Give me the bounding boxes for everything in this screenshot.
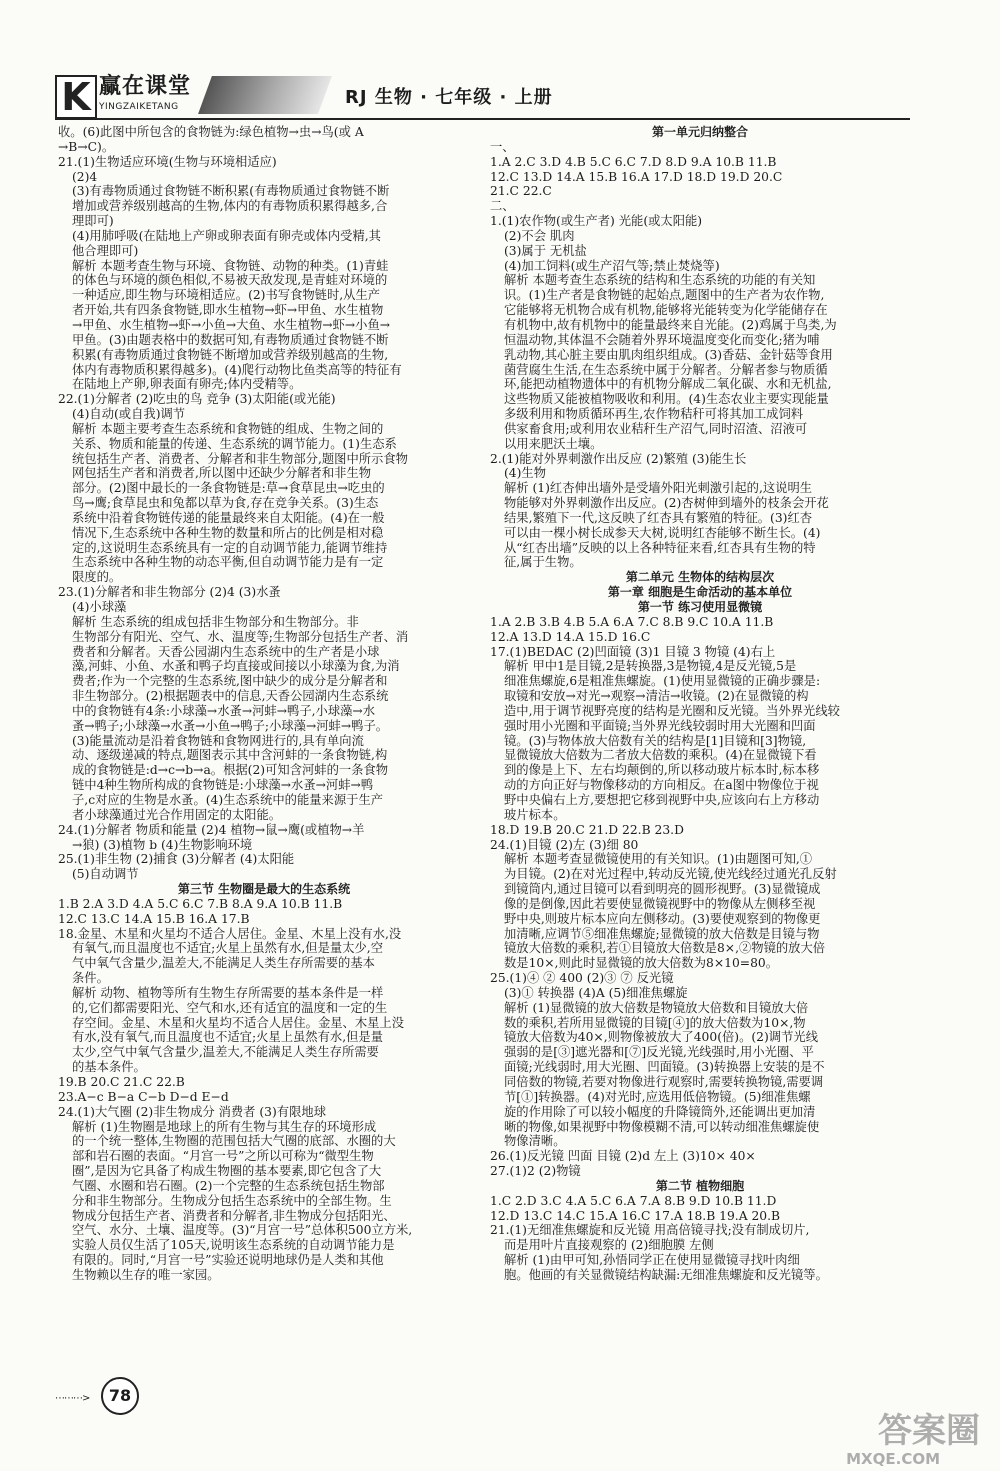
text-line: (5)自动调节 xyxy=(72,867,139,882)
text-line: 25.(1)④ ② 400 (2)③ ⑦ 反光镜 xyxy=(490,971,674,986)
right-column xyxy=(490,125,910,1283)
watermark-url: MXQE.COM xyxy=(846,1450,940,1468)
text-line: 野中央偏右上方,要想把它移到视野中央,应该向右上方移动 xyxy=(504,792,820,807)
text-line: 统包括生产者、消费者、分解者和非生物部分,题图中所示食物 xyxy=(72,451,408,466)
text-line: 一、 xyxy=(490,139,515,154)
text-line: 镜放大倍数的乘积,若①目镜放大倍数是8×,②物镜的放大倍 xyxy=(504,941,826,956)
text-line: 24.(1)大气圈 (2)非生物成分 消费者 (3)有限地球 xyxy=(58,1104,326,1119)
text-line: 17.(1)BEDAC (2)凹面镜 (3)1 目镜 3 物镜 (4)右上 xyxy=(490,644,776,659)
text-line: 环,能把动植物遗体中的有机物分解成二氧化碳、水和无机盐, xyxy=(504,377,832,392)
text-line: 27.(1)2 (2)物镜 xyxy=(490,1164,581,1179)
text-line: 生态系统中各种生物的动态平衡,但自动调节能力是有一定 xyxy=(72,555,384,570)
logo-title: 赢在课堂 xyxy=(99,74,192,99)
text-line: 费者;作为一个完整的生态系统,图中缺少的成分是分解者和 xyxy=(72,674,388,689)
section-heading: 第三节 生物圈是最大的生态系统 xyxy=(177,882,351,897)
text-line: 有限的。同时,“月宫一号”实验还说明地球仍是人类和其他 xyxy=(72,1253,384,1268)
text-line: 显微镜放大倍数为二者放大倍数的乘积。(4)在显微镜下看 xyxy=(504,748,817,763)
text-line: 系统中沿着食物链传递的能量最终来自太阳能。(4)在一般 xyxy=(72,510,385,525)
text-line: 解析 (1)生物圈是地球上的所有生物与其生存的环境形成 xyxy=(72,1119,377,1134)
text-line: 征,属于生物。 xyxy=(504,555,582,570)
page-header xyxy=(55,73,910,120)
text-line: 菌营腐生生活,在生态系统中属于分解者。分解者参与物质循 xyxy=(504,362,828,377)
text-line: 19.B 20.C 21.C 22.B xyxy=(58,1075,185,1089)
text-line: 者开始,共有四条食物链,即水生植物→虾→甲鱼、水生植物 xyxy=(72,303,384,318)
text-line: 同倍数的物镜,若要对物像进行观察时,需要转换物镜,需要调 xyxy=(504,1075,824,1089)
text-line: 中的食物链有4条:小球藻→水蚤→河蚌→鸭子,小球藻→水 xyxy=(72,703,376,718)
text-line: 而是用叶片直接观察的 (2)细胞膜 左侧 xyxy=(504,1238,714,1253)
text-line: 在陆地上产卵,卵表面有卵壳;体内受精等。 xyxy=(72,377,302,392)
text-line: 鸟→鹰;食草昆虫和兔都以草为食,存在竞争关系。(3)生态 xyxy=(72,496,379,511)
text-line: 12.C 13.D 14.A 15.B 16.A 17.D 18.D 19.D 20.C xyxy=(490,169,783,184)
text-line: 这些物质又能被植物吸收和利用。(4)生态农业主要实现能量 xyxy=(504,392,829,407)
text-line: 收。(6)此图中所包含的食物链为:绿色植物→虫→鸟(或 A xyxy=(58,125,364,139)
left-column xyxy=(58,125,470,1283)
text-line: 实验人员仅生活了105天,说明该生态系统的自动调节能力是 xyxy=(72,1238,395,1253)
text-line: 它能够将无机物合成有机物,能够将光能转变为化学能储存在 xyxy=(504,303,828,318)
text-line: 他合理即可) xyxy=(72,243,139,258)
text-line: 26.(1)反光镜 凹面 目镜 (2)d 左上 (3)10× 40× xyxy=(490,1149,756,1164)
text-line: 为目镜。(2)在对光过程中,转动反光镜,使光线经过通光孔反射 xyxy=(504,867,837,882)
text-line: 面镜;光线弱时,用大光圈、凹面镜。(3)转换器上安装的是不 xyxy=(504,1060,825,1075)
text-line: 动的方向正好与物像移动的方向相反。在a图中物像位于视 xyxy=(504,778,819,793)
text-line: 有水,没有氧气,而且温度也不适宜;火星上虽然有水,但是量 xyxy=(72,1030,383,1045)
text-line: 12.C 13.C 14.A 15.B 16.A 17.B xyxy=(58,911,250,926)
book-title: RJ 生物 · 七年级 · 上册 xyxy=(345,87,553,108)
section-heading: 第一单元归纳整合 xyxy=(651,125,748,139)
text-line: 野中央,则玻片标本应向左侧移动。(3)要使观察到的物像更 xyxy=(504,911,821,926)
text-line: (2)4 xyxy=(72,169,98,184)
watermark-logo: 答案圈 xyxy=(878,1411,980,1451)
text-line: (4)生物 xyxy=(504,466,547,481)
text-line: (4)自动(或自我)调节 xyxy=(72,407,186,422)
text-line: 以用来肥沃土壤。 xyxy=(504,436,603,451)
text-line: 玻片标本。 xyxy=(504,807,566,822)
text-line: 胞。他画的有关显微镜结构缺漏:无细准焦螺旋和反光镜等。 xyxy=(504,1267,828,1282)
text-line: 旋的作用除了可以较小幅度的升降镜筒外,还能调出更加清 xyxy=(504,1104,816,1119)
text-line: 2.(1)能对外界刺激作出反应 (2)繁殖 (3)能生长 xyxy=(490,451,747,466)
text-line: 有机物中,故有机物中的能量最终来自光能。(2)鸡属于鸟类,为 xyxy=(504,317,837,332)
section-heading: 第二节 植物细胞 xyxy=(655,1178,745,1193)
text-line: 1.C 2.D 3.C 4.A 5.C 6.A 7.A 8.B 9.D 10.B 11.D xyxy=(490,1193,777,1208)
text-line: 的体色与环境的颜色相似,不易被天敌发现,是青蛙对环境的 xyxy=(72,273,388,288)
text-line: 像的是倒像,因此若要使显微镜视野中的物像从左侧移至视 xyxy=(504,896,816,911)
text-line: 解析 本题考查显微镜使用的有关知识。(1)由题图可知,① xyxy=(504,852,813,867)
text-line: 存空间。金星、木星和火星均不适合人居住。金星、木星上没 xyxy=(72,1015,405,1030)
text-line: 生物部分有阳光、空气、水、温度等;生物部分包括生产者、消 xyxy=(72,629,409,644)
text-line: 加清晰,应调节⑤细准焦螺旋;显微镜的放大倍数是目镜与物 xyxy=(504,926,820,941)
text-line: 解析 本题考查生物与环境、食物链、动物的种类。(1)青蛙 xyxy=(72,258,389,273)
text-line: 数是10×,则此时显微镜的放大倍数为8×10=80。 xyxy=(504,956,779,971)
text-line: 理即可) xyxy=(72,214,114,229)
text-line: 18.金星、木星和火星均不适合人居住。金星、木星上没有水,没 xyxy=(58,926,402,941)
text-line: 条件。 xyxy=(72,971,109,986)
section-heading: 第一节 练习使用显微镜 xyxy=(637,600,763,614)
text-line: 物像清晰。 xyxy=(504,1134,566,1149)
text-line: →狼) (3)植物 b (4)生物影响环境 xyxy=(72,837,253,852)
text-line: 18.D 19.B 20.C 21.D 22.B 23.D xyxy=(490,822,684,837)
text-line: →B→C)。 xyxy=(58,139,115,154)
text-line: 部分。(2)图中最长的一条食物链是:草→食草昆虫→吃虫的 xyxy=(72,481,385,496)
text-line: 积累(有毒物质通过食物链不断增加或营养级别越高的生物, xyxy=(72,347,389,362)
text-line: (3)能量流动是沿着食物链和食物网进行的,具有单向流 xyxy=(72,733,364,748)
text-line: 乳动物,其心脏主要由肌肉组织组成。(3)香菇、金针菇等食用 xyxy=(504,347,833,362)
text-line: 解析 (1)红杏伸出墙外是受墙外阳光刺激引起的,这说明生 xyxy=(504,481,813,496)
text-line: (3)属于 无机盐 xyxy=(504,243,587,258)
text-line: 到镜筒内,通过目镜可以看到明亮的圆形视野。(3)显微镜成 xyxy=(504,882,821,897)
arrow-decoration-icon: ⋯⋯⋯> xyxy=(55,1393,90,1404)
text-line: (2)不会 肌肉 xyxy=(504,228,575,243)
text-line: 的,它们都需要阳光、空气和水,还有适宜的温度和一定的生 xyxy=(72,1000,388,1015)
text-line: 关系、物质和能量的传递、生态系统的调节能力。(1)生态系 xyxy=(72,436,397,451)
text-line: 物成分包括生产者、消费者和分解者,非生物成分包括阳光、 xyxy=(72,1208,396,1223)
text-line: 部和岩石圈的表面。“月宫一号”之所以可称为“微型生物 xyxy=(72,1149,374,1164)
text-line: 晰的物像,如果视野中物像模糊不清,可以转动细准焦螺旋使 xyxy=(504,1119,820,1134)
text-line: 24.(1)目镜 (2)左 (3)细 80 xyxy=(490,837,639,852)
text-line: 镜放大倍数为40×,则物像被放大了400(倍)。(2)调节光线 xyxy=(504,1030,818,1045)
text-line: 解析 甲中1是目镜,2是转换器,3是物镜,4是反光镜,5是 xyxy=(504,659,797,674)
page-footer xyxy=(55,1377,175,1417)
text-line: 造中,用于调节视野亮度的结构是光圈和反光镜。当外界光线较 xyxy=(504,703,840,718)
text-line: 24.(1)分解者 物质和能量 (2)4 植物→鼠→鹰(或植物→羊 xyxy=(58,822,365,837)
text-line: 链中4种生物所构成的食物链是:小球藻→水蚤→河蚌→鸭 xyxy=(72,778,374,793)
text-line: 解析 生态系统的组成包括非生物部分和生物部分。非 xyxy=(72,614,359,629)
text-line: 细准焦螺旋,6是粗准焦螺旋。(1)使用显微镜的正确步骤是: xyxy=(504,674,821,689)
text-line: 物能够对外界刺激作出反应。(2)杏树伸到墙外的枝条会开花 xyxy=(504,496,829,511)
text-line: 21.(1)无细准焦螺旋和反光镜 用高倍镜寻找;没有制成切片, xyxy=(490,1223,810,1238)
text-line: 成的食物链是:d→c→b→a。根据(2)可知含河蚌的一条食物 xyxy=(72,763,389,778)
text-line: 恒温动物,其体温不会随着外界环境温度变化而变化;猪为哺 xyxy=(504,332,820,347)
text-line: 的基本条件。 xyxy=(72,1060,146,1075)
text-line: 识。(1)生产者是食物链的起始点,题图中的生产者为农作物, xyxy=(504,288,825,303)
text-line: 定的,这说明生态系统具有一定的自动调节能力,能调节维持 xyxy=(72,540,388,555)
section-heading: 第二单元 生物体的结构层次 xyxy=(625,570,775,585)
text-line: 非生物部分。(2)根据题表中的信息,天香公园湖内生态系统 xyxy=(72,689,389,704)
text-line: 21.C 22.C xyxy=(490,184,552,199)
text-line: →甲鱼、水生植物→虾→小鱼→大鱼、水生植物→虾→小鱼→ xyxy=(72,317,391,332)
text-line: 1.B 2.A 3.D 4.A 5.C 6.C 7.B 8.A 9.A 10.B 11.B xyxy=(58,896,343,911)
text-line: 多级利用和物质循环再生,农作物秸秆可将其加工成饲料 xyxy=(504,407,804,422)
text-line: 21.(1)生物适应环境(生物与环境相适应) xyxy=(58,154,277,169)
text-line: 解析 (1)由甲可知,孙悟同学正在使用显微镜寻找叶肉细 xyxy=(504,1253,800,1268)
text-line: 蚤→鸭子;小球藻→水蚤→小鱼→鸭子;小球藻→河蚌→鸭子。 xyxy=(72,718,389,733)
page-number: 78 xyxy=(101,1377,139,1415)
text-line: 的一个统一整体,生物圈的范围包括大气圈的底部、水圈的大 xyxy=(72,1134,396,1149)
text-line: (4)小球藻 xyxy=(72,600,127,614)
text-line: 节[①]转换器。(4)对光时,应选用低倍物镜。(5)细准焦螺 xyxy=(504,1089,811,1104)
text-line: (4)用肺呼吸(在陆地上产卵或卵表面有卵壳或体内受精,其 xyxy=(72,228,381,243)
text-line: 分和非生物部分。生物成分包括生态系统中的全部生物。生 xyxy=(72,1193,392,1208)
text-line: 强弱的是[③]遮光器和[⑦]反光镜,光线强时,用小光圈、平 xyxy=(504,1045,814,1060)
text-line: 强时用小光圈和平面镜;当外界光线较弱时用大光圈和凹面 xyxy=(504,718,816,733)
text-line: 藻,河蚌、小鱼、水蚤和鸭子均直接或间接以小球藻为食,为消 xyxy=(72,659,400,674)
text-line: 情况下,生态系统中各种生物的数量和所占的比例是相对稳 xyxy=(72,525,384,540)
text-line: 结果,繁殖下一代,这反映了红杏具有繁殖的特征。(3)红杏 xyxy=(504,510,813,525)
text-line: 气中氧气含量少,温差大,不能满足人类生存所需要的基本 xyxy=(72,956,375,971)
text-line: 解析 (1)显微镜的放大倍数是物镜放大倍数和目镜放大倍 xyxy=(504,1000,809,1015)
text-line: 数的乘积,若所用显微镜的目镜[④]的放大倍数为10×,物 xyxy=(504,1015,806,1030)
text-line: 从“红杏出墙”反映的以上各种特征来看,红杏具有生物的特 xyxy=(504,540,816,555)
text-line: 生物赖以生存的唯一家园。 xyxy=(72,1267,220,1282)
text-line: 到的像是上下、左右均颠倒的,所以移动玻片标本时,标本移 xyxy=(504,763,820,778)
text-line: 太少,空气中氧气含量少,温差大,不能满足人类生存所需要 xyxy=(72,1045,379,1060)
text-line: (4)加工饲料(或生产沼气等;禁止焚烧等) xyxy=(504,258,720,273)
text-line: 二、 xyxy=(490,199,515,214)
text-line: 子,c对应的生物是水蚤。(4)生态系统中的能量来源于生产 xyxy=(72,792,384,807)
text-line: 1.(1)农作物(或生产者) 光能(或太阳能) xyxy=(490,214,703,229)
logo-pinyin: YINGZAIKETANG xyxy=(99,102,179,112)
logo-k-icon: K xyxy=(55,75,97,119)
text-line: 解析 动物、植物等所有生物生存所需要的基本条件是一样 xyxy=(72,985,384,1000)
header-gradient-band xyxy=(198,76,332,114)
text-line: 可以由一棵小树长成参天大树,说明红杏能够不断生长。(4) xyxy=(504,525,821,540)
text-line: 限度的。 xyxy=(72,570,122,585)
text-line: 1.A 2.C 3.D 4.B 5.C 6.C 7.D 8.D 9.A 10.B 11.B xyxy=(490,154,777,169)
text-line: 25.(1)非生物 (2)捕食 (3)分解者 (4)太阳能 xyxy=(58,852,295,867)
text-line: (3)有毒物质通过食物链不断积累(有毒物质通过食物链不断 xyxy=(72,184,390,199)
text-line: 23.(1)分解者和非生物部分 (2)4 (3)水蚤 xyxy=(58,585,281,600)
text-line: 费者和分解者。天香公园湖内生态系统中的生产者是小球 xyxy=(72,644,380,659)
text-line: 解析 本题考查生态系统的结构和生态系统的功能的有关知 xyxy=(504,273,816,288)
text-line: 有氧气,而且温度也不适宜;火星上虽然有水,但是量太少,空 xyxy=(72,941,383,956)
text-line: 解析 本题主要考查生态系统和食物链的组成、生物之间的 xyxy=(72,421,384,436)
text-line: 取镜和安放→对光→观察→清洁→收镜。(2)在显微镜的构 xyxy=(504,689,809,704)
text-line: 动、逐级递减的特点,题图表示其中含河蚌的一条食物链,构 xyxy=(72,748,388,763)
text-line: 甲鱼。(3)由题表格中的数据可知,有毒物质通过食物链不断 xyxy=(72,332,389,347)
text-line: 增加或营养级别越高的生物,体内的有毒物质积累得越多,合 xyxy=(72,199,388,214)
text-line: 22.(1)分解者 (2)吃虫的鸟 竞争 (3)太阳能(或光能) xyxy=(58,392,336,407)
text-line: 一种适应,即生物与环境相适应。(2)书写食物链时,从生产 xyxy=(72,288,381,303)
text-line: 供家畜食用;或利用农业秸秆生产沼气,同时沼渣、沼液可 xyxy=(504,421,808,436)
text-line: 12.A 13.D 14.A 15.D 16.C xyxy=(490,629,651,644)
text-line: 者小球藻通过光合作用固定的太阳能。 xyxy=(72,807,282,822)
text-line: 1.A 2.B 3.B 4.B 5.A 6.A 7.C 8.B 9.C 10.A 11.B xyxy=(490,614,774,629)
text-line: 气圈、水圈和岩石圈。(2)一个完整的生态系统包括生物部 xyxy=(72,1178,385,1193)
text-line: 体内有毒物质积累得越多)。(4)爬行动物比鱼类高等的特征有 xyxy=(72,362,402,377)
text-line: 23.A−c B−a C−b D−d E−d xyxy=(58,1089,229,1104)
text-line: 网包括生产者和消费者,所以图中还缺少分解者和非生物 xyxy=(72,466,372,481)
text-line: 圈”,是因为它具备了构成生物圈的基本要素,即它包含了大 xyxy=(72,1164,382,1179)
text-line: (3)① 转换器 (4)A (5)细准焦螺旋 xyxy=(504,985,688,1000)
text-line: 12.D 13.C 14.C 15.A 16.C 17.A 18.B 19.A 20.B xyxy=(490,1208,781,1223)
section-heading: 第一章 细胞是生命活动的基本单位 xyxy=(607,585,793,600)
text-line: 镜。(3)与物体放大倍数有关的结构是[1]目镜和[3]物镜, xyxy=(504,733,807,748)
text-line: 空气、水分、土壤、温度等。(3)“月宫一号”总体积500立方米, xyxy=(72,1223,413,1238)
